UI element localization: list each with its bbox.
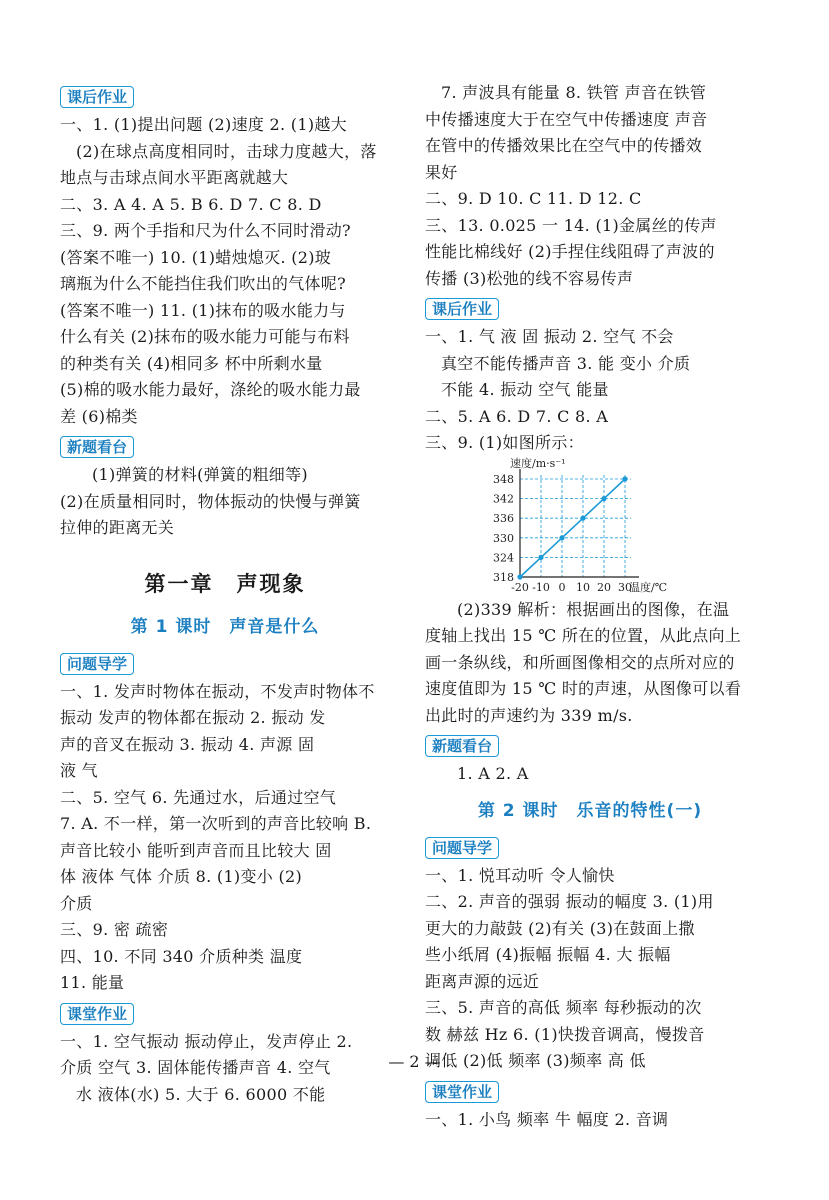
- new-question-answers: [60, 462, 390, 542]
- lesson-title: 第 1 课时 声音是什么: [130, 616, 320, 637]
- x-tick-label: 10: [576, 580, 590, 594]
- section-tag-homework: 课后作业: [60, 86, 134, 108]
- answer-line: 差 (6)棉类: [60, 406, 138, 426]
- answer-line: 振动 发声的物体都在振动 2. 振动 发: [60, 708, 326, 727]
- answer-line: (答案不唯一) 10. (1)蜡烛熄灭. (2)玻: [60, 247, 332, 267]
- y-tick-label: 324: [493, 550, 514, 564]
- x-tick-label: 0: [558, 580, 566, 594]
- section-tag-new-questions: 新题看台: [425, 735, 499, 757]
- answer-line: 些小纸屑 (4)振幅 振幅 4. 大 振幅: [425, 945, 671, 964]
- section-tag-homework: 课后作业: [425, 298, 499, 320]
- answer-line: 度轴上找出 15 ℃ 所在的位置，从此点向上: [425, 626, 742, 645]
- left-column: [60, 80, 390, 1108]
- x-tick-label: 20: [597, 580, 611, 594]
- answer-line: 的种类有关 (4)相同多 杯中所剩水量: [60, 353, 323, 373]
- data-point: [601, 496, 606, 501]
- x-tick-label: -10: [532, 580, 550, 594]
- answer-line: (2)在质量相同时，物体振动的快慢与弹簧: [60, 491, 361, 511]
- guided-answers: [425, 863, 755, 1075]
- data-point: [622, 476, 627, 481]
- answer-line: 地点与击球点间水平距离就越大: [60, 168, 289, 187]
- answer-line: 液 气: [60, 761, 98, 780]
- data-point: [580, 515, 585, 520]
- answer-line: 声的音叉在振动 3. 振动 4. 声源 固: [60, 734, 315, 754]
- answer-line: 不能 4. 振动 空气 能量: [441, 380, 609, 399]
- continued-answers: [425, 80, 755, 292]
- answer-line: 数 赫兹 Hz 6. (1)快拨音调高，慢拨音: [425, 1024, 705, 1044]
- answer-line: 璃瓶为什么不能挡住我们吹出的气体呢?: [60, 274, 346, 293]
- answer-line: 二、2. 声音的强弱 振动的幅度 3. (1)用: [425, 892, 714, 911]
- answer-line: 四、10. 不同 340 介质种类 温度: [60, 946, 303, 966]
- answer-line: 介质 空气 3. 固体能传播声音 4. 空气: [60, 1058, 331, 1077]
- answer-line: 速度值即为 15 ℃ 时的声速，从图像可以看: [425, 679, 742, 698]
- section-tag-classwork: 课堂作业: [425, 1081, 499, 1103]
- answer-line: 画一条纵线，和所画图像相交的点所对应的: [425, 652, 735, 672]
- answer-line: (答案不唯一) 11. (1)抹布的吸水能力与: [60, 300, 346, 320]
- answer-line: (2)339 解析：根据画出的图像，在温: [457, 599, 730, 619]
- answer-line: 一、1. 悦耳动听 令人愉快: [425, 865, 615, 885]
- x-tick-label: -20: [511, 580, 529, 594]
- y-tick-label: 330: [493, 531, 514, 545]
- section-tag-new-questions: 新题看台: [60, 436, 134, 458]
- answer-line: 介质: [60, 893, 93, 913]
- answer-line: 更大的力敲鼓 (2)有关 (3)在鼓面上撒: [425, 918, 695, 938]
- series-line: [520, 479, 625, 577]
- answer-line: 7. 声波具有能量 8. 铁管 声音在铁管: [441, 83, 707, 102]
- answer-line: 一、1. 空气振动 振动停止，发声停止 2.: [60, 1031, 353, 1051]
- chart-svg: [425, 457, 755, 597]
- page-number: — 2 —: [388, 1052, 441, 1071]
- answer-line: 出此时的声速约为 339 m/s.: [425, 705, 633, 725]
- answer-line: 一、1. (1)提出问题 (2)速度 2. (1)越大: [60, 115, 347, 134]
- answer-line: 真空不能传播声音 3. 能 变小 介质: [441, 353, 691, 373]
- answer-line: (1)弹簧的材料(弹簧的粗细等): [92, 465, 308, 484]
- section-tag-guided-questions: 问题导学: [425, 837, 499, 859]
- y-tick-label: 348: [493, 472, 514, 486]
- answer-line: 7. A. 不一样，第一次听到的声音比较响 B.: [60, 814, 372, 833]
- homework-answers: [60, 112, 390, 430]
- answer-line: 声音比较小 能听到声音而且比较大 固: [60, 840, 332, 860]
- answer-line: 什么有关 (2)抹布的吸水能力可能与布料: [60, 327, 350, 346]
- answer-line: 三、9. 两个手指和尺为什么不同时滑动?: [60, 221, 351, 240]
- answer-line: 11. 能量: [60, 973, 125, 992]
- answer-line: 调低 (2)低 频率 (3)频率 高 低: [425, 1051, 646, 1070]
- answer-line: 中传播速度大于在空气中传播速度 声音: [425, 109, 708, 129]
- answer-line: 三、13. 0.025 一 14. (1)金属丝的传声: [425, 215, 717, 235]
- answer-line: 体 液体 气体 介质 8. (1)变小 (2): [60, 867, 303, 886]
- answer-line: 一、1. 气 液 固 振动 2. 空气 不会: [425, 327, 674, 346]
- answer-line: (2)在球点高度相同时，击球力度越大，落: [76, 141, 377, 161]
- answer-line: 二、9. D 10. C 11. D 12. C: [425, 189, 642, 208]
- explanation: [425, 597, 755, 730]
- speed-temperature-chart: [425, 457, 755, 597]
- answer-line: 性能比棉线好 (2)手捏住线阻碍了声波的: [425, 242, 715, 261]
- answer-line: 一、1. 发声时物体在振动，不发声时物体不: [60, 681, 375, 701]
- answer-line: 传播 (3)松弛的线不容易传声: [425, 268, 634, 288]
- y-axis-label: 速度/m·s⁻¹: [510, 456, 566, 470]
- y-tick-label: 318: [493, 570, 514, 584]
- data-point: [517, 574, 522, 579]
- answer-line: 二、3. A 4. A 5. B 6. D 7. C 8. D: [60, 194, 322, 214]
- answer-line: 果好: [425, 162, 458, 182]
- answer-line: 一、1. 小鸟 频率 牛 幅度 2. 音调: [425, 1109, 669, 1129]
- homework-answers: [425, 324, 755, 457]
- answer-line: 水 液体(水) 5. 大于 6. 6000 不能: [76, 1084, 326, 1104]
- lesson-title: 第 2 课时 乐音的特性(一): [477, 800, 703, 821]
- data-point: [559, 535, 564, 540]
- answer-line: 距离声源的远近: [425, 971, 540, 991]
- section-tag-classwork: 课堂作业: [60, 1003, 134, 1025]
- answer-line: (5)棉的吸水能力最好，涤纶的吸水能力最: [60, 380, 361, 399]
- answer-line: 在管中的传播效果比在空气中的传播效: [425, 136, 703, 155]
- x-axis-label: 温度/℃: [629, 580, 668, 594]
- answer-line: 三、9. 密 疏密: [60, 920, 169, 939]
- answer-line: 三、5. 声音的高低 频率 每秒振动的次: [425, 998, 702, 1017]
- data-point: [538, 554, 543, 559]
- answer-line: 拉伸的距离无关: [60, 518, 175, 537]
- chapter-title: 第一章 声现象: [144, 571, 306, 596]
- answer-line: 二、5. A 6. D 7. C 8. A: [425, 406, 609, 426]
- x-tick-label: 30: [618, 580, 632, 594]
- answer-line: 三、9. (1)如图所示：: [425, 433, 584, 452]
- y-tick-label: 342: [493, 492, 514, 506]
- right-column: [425, 80, 755, 1133]
- y-tick-label: 336: [493, 511, 514, 525]
- answer-line: 二、5. 空气 6. 先通过水，后通过空气: [60, 787, 337, 807]
- section-tag-guided-questions: 问题导学: [60, 653, 134, 675]
- guided-answers: [60, 679, 390, 997]
- answer-line: 1. A 2. A: [457, 764, 529, 783]
